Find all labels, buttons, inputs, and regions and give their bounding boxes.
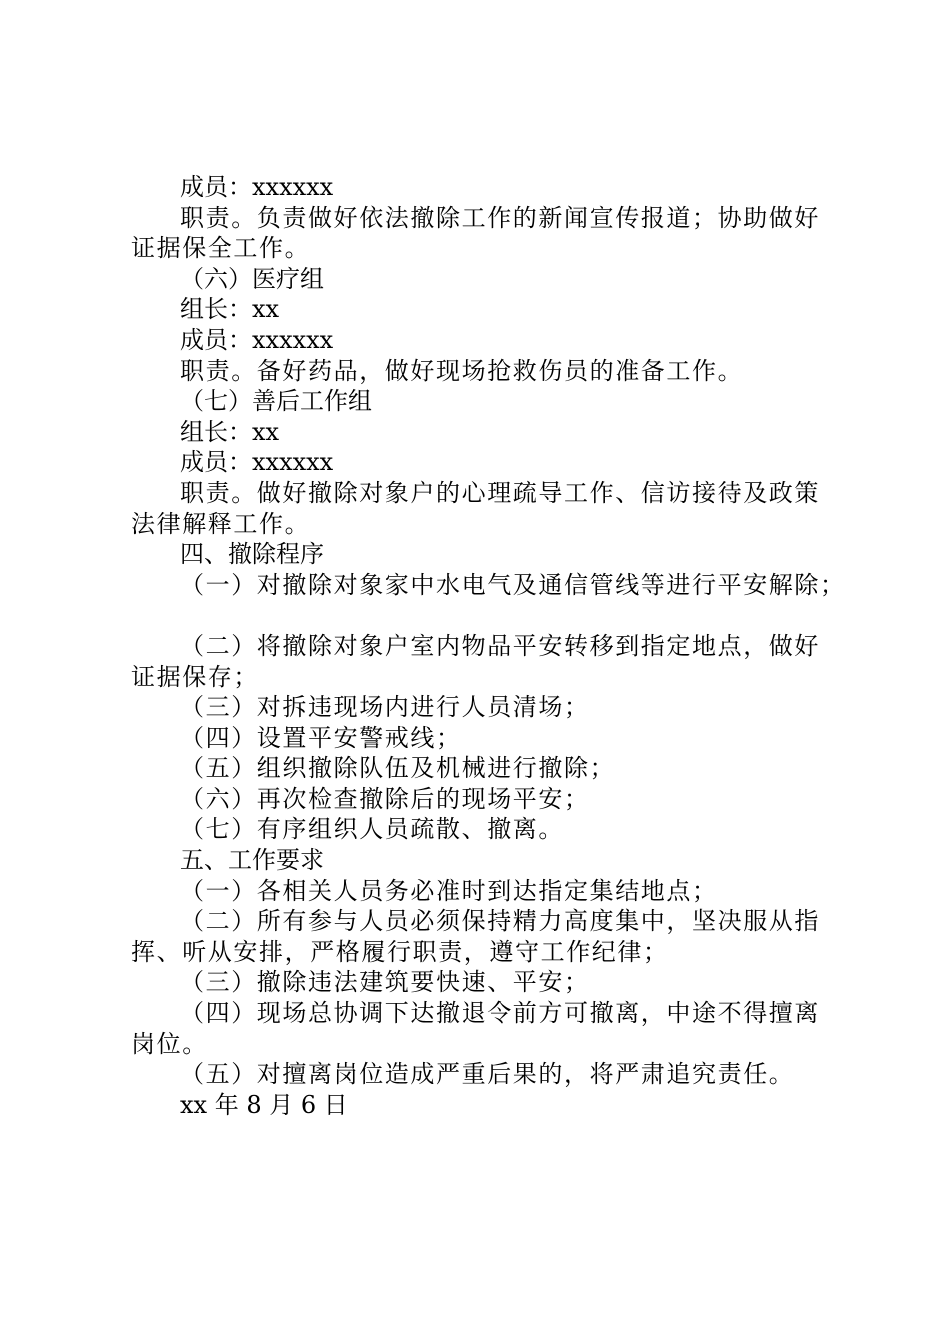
leader-line: 组长：xx <box>180 417 280 446</box>
procedure-item: （二）将撤除对象户室内物品平安转移到指定地点，做好 <box>180 631 820 660</box>
member-line: 成员：xxxxxx <box>180 448 334 477</box>
member-line: 成员：xxxxxx <box>180 325 334 354</box>
duty-paragraph-continued: 法律解释工作。 <box>131 509 311 538</box>
procedure-item: （一）对撤除对象家中水电气及通信管线等进行平安解除； <box>180 570 846 599</box>
section-heading-demolition-procedure: 四、撤除程序 <box>180 540 324 569</box>
blank-line <box>131 600 831 631</box>
procedure-item: （五）组织撤除队伍及机械进行撤除； <box>180 754 616 783</box>
requirement-item-continued: 岗位。 <box>131 1029 208 1058</box>
duty-paragraph: 职责。备好药品，做好现场抢救伤员的准备工作。 <box>180 356 744 385</box>
duty-paragraph: 职责。做好撤除对象户的心理疏导工作、信访接待及政策 <box>180 478 820 507</box>
procedure-item: （六）再次检查撤除后的现场平安； <box>180 784 590 813</box>
section-heading-work-requirements: 五、工作要求 <box>180 846 324 875</box>
section-heading-medical-group: （六）医疗组 <box>180 264 324 293</box>
procedure-item: （四）设置平安警戒线； <box>180 723 462 752</box>
document-date: xx 年 8 月 6 日 <box>180 1090 348 1119</box>
procedure-item: （三）对拆违现场内进行人员清场； <box>180 693 590 722</box>
requirement-item: （一）各相关人员务必准时到达指定集结地点； <box>180 876 718 905</box>
requirement-item: （二）所有参与人员必须保持精力高度集中，坚决服从指 <box>180 907 820 936</box>
procedure-item-continued: 证据保存； <box>131 662 259 691</box>
requirement-item-continued: 挥、听从安排，严格履行职责，遵守工作纪律； <box>131 937 669 966</box>
procedure-item: （七）有序组织人员疏散、撤离。 <box>180 815 564 844</box>
requirement-item: （四）现场总协调下达撤退令前方可撤离，中途不得擅离 <box>180 999 820 1028</box>
document-body <box>131 172 846 1120</box>
member-line: 成员：xxxxxx <box>180 173 334 201</box>
leader-line: 组长：xx <box>180 295 280 324</box>
duty-paragraph: 职责。负责做好依法撤除工作的新闻宣传报道；协助做好 <box>180 203 820 232</box>
requirement-item: （三）撤除违法建筑要快速、平安； <box>180 968 590 997</box>
requirement-item: （五）对擅离岗位造成严重后果的，将严肃追究责任。 <box>180 1060 795 1089</box>
duty-paragraph-continued: 证据保全工作。 <box>131 234 311 263</box>
section-heading-aftercare-group: （七）善后工作组 <box>180 387 372 416</box>
